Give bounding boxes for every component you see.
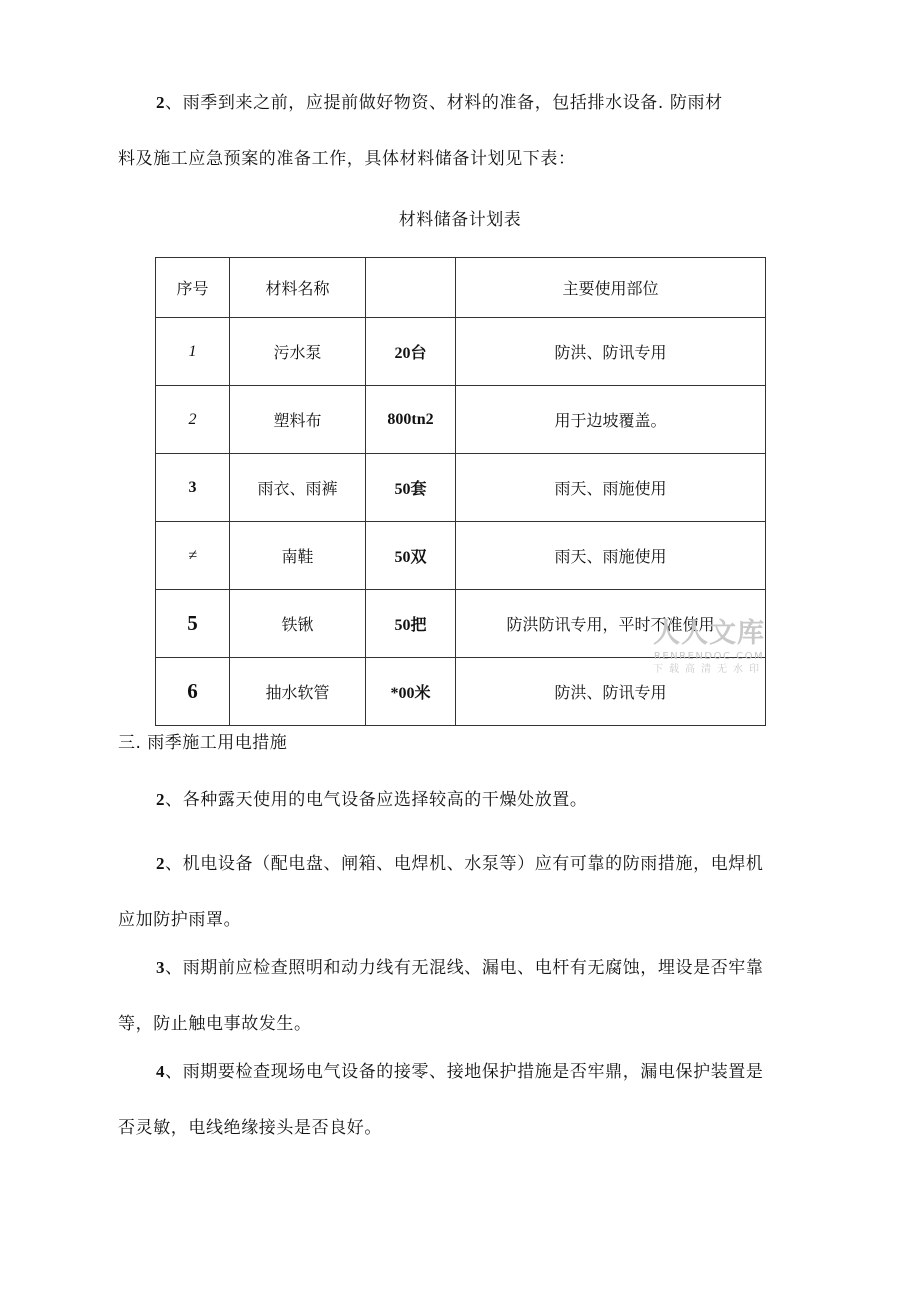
row-no: 3: [156, 454, 230, 522]
intro-paragraph: [118, 75, 768, 187]
table-title: 材料储备计划表: [398, 210, 522, 230]
item-text: 、雨期前应检查照明和动力线有无混线、漏电、电杆有无腐蚀，埋设是否牢靠等，防止触电事故发生。: [118, 958, 764, 1034]
header-use: 主要使用部位: [456, 258, 766, 318]
table-row: [156, 454, 766, 522]
item-text: 、机电设备（配电盘、闸箱、电焊机、水泵等）应有可靠的防雨措施，电焊机应加防护雨罩。: [118, 854, 764, 930]
row-no: 5: [156, 590, 230, 658]
row-name: 抽水软管: [230, 658, 366, 726]
row-name: 塑料布: [230, 386, 366, 454]
table-row: [156, 590, 766, 658]
row-qty: 20台: [366, 318, 456, 386]
row-use: 雨天、雨施使用: [456, 454, 766, 522]
watermark-logo: 人人文库: [653, 618, 765, 649]
row-no: ≠: [156, 522, 230, 590]
intro-text-line2: 料及施工应急预案的准备工作，具体材料储备计划见下表：: [118, 149, 576, 169]
section-item: [118, 1044, 768, 1156]
section-item: [118, 836, 768, 948]
item-number: 2: [156, 854, 166, 873]
row-name: 南鞋: [230, 522, 366, 590]
item-number: 2: [156, 790, 166, 809]
row-name: 雨衣、雨裤: [230, 454, 366, 522]
watermark-url: RENRENDOC.COM: [653, 651, 765, 662]
row-use: 雨天、雨施使用: [456, 522, 766, 590]
row-no: 6: [156, 658, 230, 726]
row-use: 用于边坡覆盖。: [456, 386, 766, 454]
header-no: 序号: [156, 258, 230, 318]
item-number: 4: [156, 1062, 166, 1081]
item-number: 3: [156, 958, 166, 977]
row-use: 防洪防讯专用，平时不准使用: [456, 590, 766, 658]
watermark-subtitle: 下载高清无水印: [653, 664, 765, 675]
item-text: 、雨期要检查现场电气设备的接零、接地保护措施是否牢鼎，漏电保护装置是否灵敏，电线绝缘接头是否良好。: [118, 1062, 764, 1138]
intro-number: 2: [156, 93, 166, 112]
row-no: 1: [156, 318, 230, 386]
row-qty: 50把: [366, 590, 456, 658]
header-name: 材料名称: [230, 258, 366, 318]
table-header-row: [156, 258, 766, 318]
materials-table: [155, 257, 766, 726]
row-qty: 50双: [366, 522, 456, 590]
section-item: [118, 772, 768, 828]
section-item: [118, 940, 768, 1052]
row-use: 防洪、防讯专用: [456, 318, 766, 386]
row-qty: 800tn2: [366, 386, 456, 454]
intro-text-line1: 、雨季到来之前，应提前做好物资、材料的准备，包括排水设备. 防雨材: [165, 93, 723, 113]
table-row: [156, 386, 766, 454]
item-text: 、各种露天使用的电气设备应选择较高的干燥处放置。: [165, 790, 588, 810]
table-row: [156, 318, 766, 386]
row-name: 污水泵: [230, 318, 366, 386]
row-no: 2: [156, 386, 230, 454]
table-row: [156, 522, 766, 590]
row-qty: *00米: [366, 658, 456, 726]
section-heading: 三. 雨季施工用电措施: [118, 733, 288, 753]
row-use: 防洪、防讯专用: [456, 658, 766, 726]
row-qty: 50套: [366, 454, 456, 522]
table-row: [156, 658, 766, 726]
row-name: 铁锹: [230, 590, 366, 658]
header-qty: [366, 258, 456, 318]
